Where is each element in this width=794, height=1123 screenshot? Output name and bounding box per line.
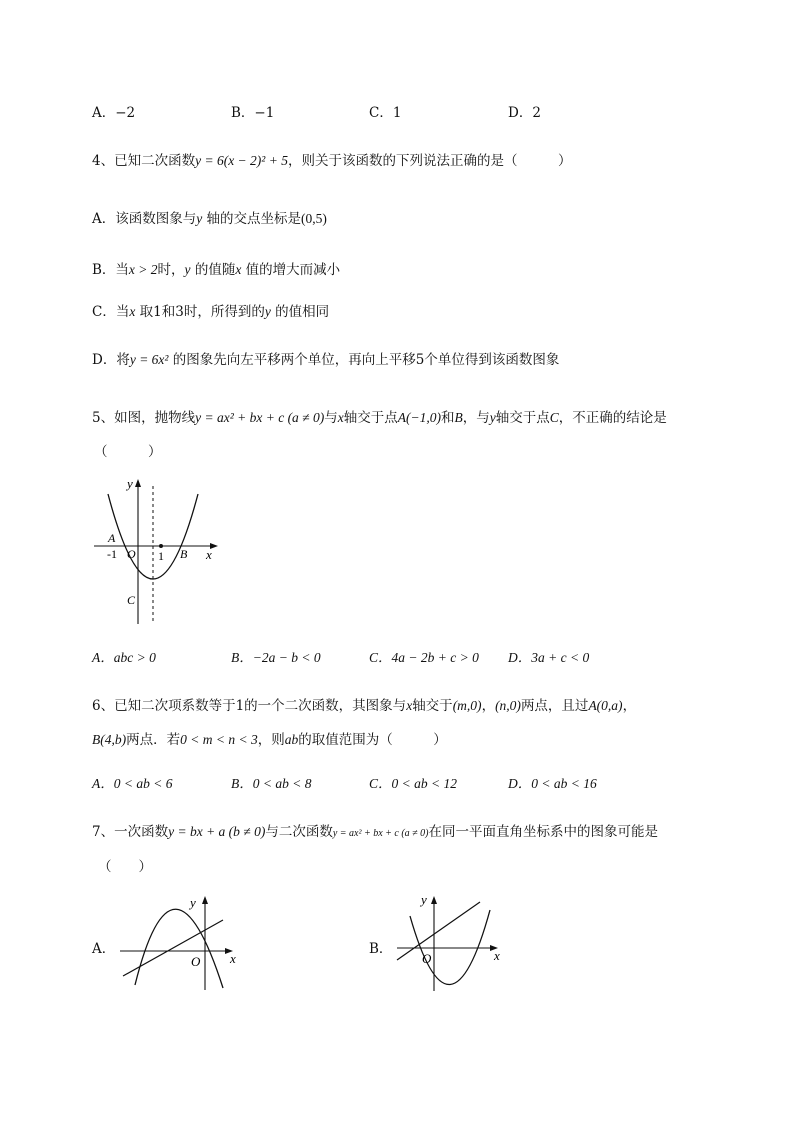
q6-option-d: D．0 < ab < 16 (508, 776, 597, 791)
q6-option-a: A．0 < ab < 6 (92, 776, 173, 791)
graph-label-1: 1 (158, 549, 164, 563)
q7-stem: 7、一次函数y = bx + a (b ≠ 0)与二次函数y = ax² + bx + c (a ≠ 0)在同一平面直角坐标系中的图象可能是 (92, 824, 658, 840)
q3-option-c: C．1 (369, 105, 402, 121)
q6-stem-line2: B(4,b)两点．若0 < m < n < 3，则ab的取值范围为（ ） (92, 732, 447, 748)
q5-paren: （ ） (94, 444, 162, 460)
svg-text:y: y (421, 892, 427, 907)
q3-option-a: A．−2 (92, 105, 136, 121)
q6-option-c: C．0 < ab < 12 (369, 776, 457, 791)
q4-stem: 4、已知二次函数y = 6(x − 2)² + 5，则关于该函数的下列说法正确的是（ ） (92, 153, 572, 169)
q7-graph-b (392, 888, 512, 996)
graph-label-a: A (108, 531, 116, 545)
q7-paren: （ ） (98, 859, 152, 875)
q5-option-d: D．3a + c < 0 (508, 650, 590, 665)
graph-label-neg1: -1 (107, 547, 117, 561)
q5-option-c: C．4a − 2b + c > 0 (369, 650, 479, 665)
q4-option-c: C．当x 取1和3时，所得到的y 的值相同 (92, 304, 330, 320)
q6-option-b: B．0 < ab < 8 (231, 776, 312, 791)
graph-y-label: y (127, 476, 133, 491)
graph-label-b: B (180, 547, 188, 561)
q4-option-b: B．当x > 2时，y 的值随x 值的增大而减小 (92, 262, 341, 278)
svg-text:O: O (422, 951, 432, 966)
graph-x-label: x (206, 547, 212, 562)
q7-option-a-label: A． (92, 941, 116, 957)
q5-option-b: B．−2a − b < 0 (231, 650, 321, 665)
svg-text:y: y (190, 895, 196, 910)
q7-graph-a (115, 890, 245, 995)
q5-stem: 5、如图，抛物线y = ax² + bx + c (a ≠ 0)与x轴交于点A(−1,0)和B，与y轴交于点C，不正确的结论是 (92, 410, 667, 426)
q5-option-a: A．abc > 0 (92, 650, 156, 665)
graph-label-o: O (127, 547, 136, 561)
svg-text:x: x (230, 951, 236, 966)
svg-text:O: O (191, 954, 201, 969)
q4-option-d: D．将y = 6x² 的图象先向左平移两个单位，再向上平移5个单位得到该函数图象 (92, 352, 560, 368)
q3-option-b: B．−1 (231, 105, 275, 121)
svg-text:x: x (494, 948, 500, 963)
q7-option-b-label: B． (369, 941, 393, 957)
q6-stem-line1: 6、已知二次项系数等于1的一个二次函数，其图象与x轴交于(m,0)，(n,0)两点，且过A(0,a)， (92, 698, 637, 714)
q3-option-d: D．2 (508, 105, 541, 121)
q4-option-a: A．该函数图象与y 轴的交点坐标是(0,5) (92, 211, 327, 227)
graph-label-c: C (127, 593, 136, 607)
q5-parabola-graph (92, 474, 232, 630)
